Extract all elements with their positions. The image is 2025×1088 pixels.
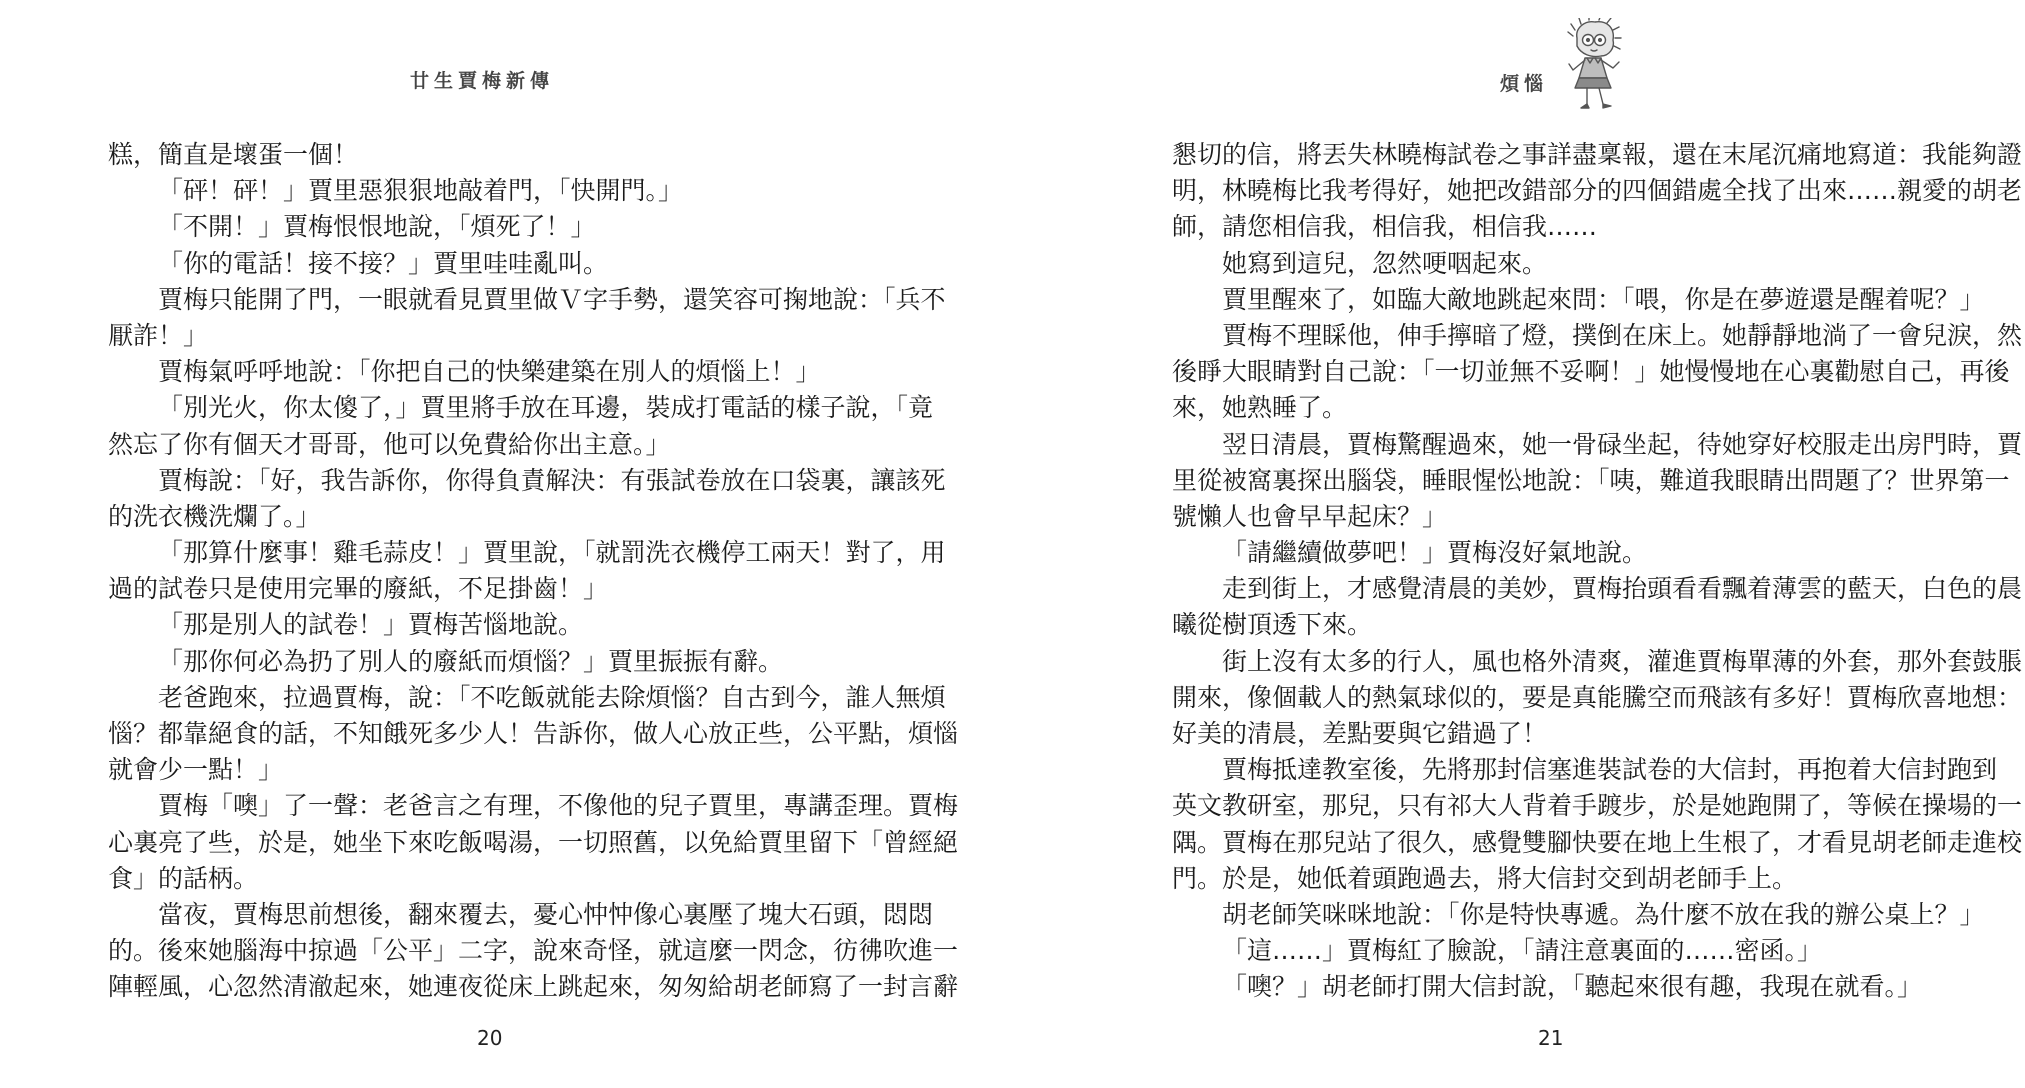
text-line: 然忘了你有個天才哥哥，他可以免費給你出主意。」 <box>108 429 671 459</box>
text-line: 走到街上，才感覺清晨的美妙，賈梅抬頭看看飄着薄雲的藍天，白色的晨 <box>1222 574 2023 604</box>
text-line: 開來，像個載人的熱氣球似的，要是真能騰空而飛該有多好！賈梅欣喜地想： <box>1172 682 2023 712</box>
text-line: 陣輕風，心忽然清澈起來，她連夜從床上跳起來，匆匆給胡老師寫了一封言辭 <box>108 972 959 1002</box>
text-line: 好美的清晨，差點要與它錯過了！ <box>1172 719 1548 748</box>
page-number-left: 20 <box>477 1026 503 1050</box>
left-page <box>0 0 1012 1088</box>
text-line: 曦從樹頂透下來。 <box>1172 610 1373 640</box>
text-line: 里從被窩裏探出腦袋，睡眼惺忪地說：「咦，難道我眼睛出問題了？世界第一 <box>1172 465 2010 495</box>
text-line: 「砰！砰！」賈里惡狠狠地敲着門，「快開門。」 <box>158 176 684 206</box>
text-line: 賈里醒來了，如臨大敵地跳起來問：「喂，你是在夢遊還是醒着呢？」 <box>1222 284 1985 314</box>
text-line: 厭詐！」 <box>108 320 209 350</box>
text-line: 來，她熟睡了。 <box>1172 393 1348 423</box>
text-line: 胡老師笑咪咪地說：「你是特快專遞。為什麼不放在我的辦公桌上？」 <box>1222 899 1985 929</box>
text-line: 「那你何必為扔了別人的廢紙而煩惱？」賈里振振有辭。 <box>158 646 784 676</box>
text-line: 「你的電話！接不接？」賈里哇哇亂叫。 <box>158 248 609 278</box>
text-line: 師，請您相信我，相信我，相信我…… <box>1172 212 1598 242</box>
text-line: 過的試卷只是使用完畢的廢紙，不足掛齒！」 <box>108 574 609 604</box>
running-header-chapter-title: 煩惱 <box>1500 73 1549 95</box>
text-line: 「請繼續做夢吧！」賈梅沒好氣地說。 <box>1222 538 1648 568</box>
text-line: 懇切的信，將丟失林曉梅試卷之事詳盡稟報，還在末尾沉痛地寫道：我能夠證 <box>1172 140 2023 169</box>
text-line: 惱？都靠絕食的話，不知餓死多少人！告訴你，做人心放正些，公平點，煩惱 <box>108 719 959 748</box>
text-line: 當夜，賈梅思前想後，翻來覆去，憂心忡忡像心裏壓了塊大石頭，悶悶 <box>158 899 934 929</box>
text-line: 心裏亮了些，於是，她坐下來吃飯喝湯，一切照舊，以免給賈里留下「曾經絕 <box>108 827 959 857</box>
text-line: 後睜大眼睛對自己說：「一切並無不妥啊！」她慢慢地在心裏勸慰自己，再後 <box>1172 357 2010 387</box>
text-line: 她寫到這兒，忽然哽咽起來。 <box>1222 248 1548 278</box>
text-line: 門。於是，她低着頭跑過去，將大信封交到胡老師手上。 <box>1172 863 1798 893</box>
text-line: 「那算什麼事！雞毛蒜皮！」賈里說，「就罰洗衣機停工兩天！對了，用 <box>158 538 946 568</box>
text-line: 號懶人也會早早起床？」 <box>1172 501 1448 531</box>
text-line: 賈梅只能開了門，一眼就看見賈里做Ｖ字手勢，還笑容可掬地說：「兵不 <box>158 284 946 314</box>
text-line: 翌日清晨，賈梅驚醒過來，她一骨碌坐起，待她穿好校服走出房門時，賈 <box>1222 429 2023 459</box>
text-line: 「這……」賈梅紅了臉說，「請注意裏面的……密函。」 <box>1222 936 1823 966</box>
text-line: 英文教研室，那兒，只有祁大人背着手踱步，於是她跑開了，等候在操場的一 <box>1172 791 2023 821</box>
text-line: 明，林曉梅比我考得好，她把改錯部分的四個錯處全找了出來……親愛的胡老 <box>1172 176 2023 206</box>
running-header-book-title: 廿生賈梅新傳 <box>410 70 555 92</box>
left-body-text <box>108 137 959 1006</box>
text-line: 賈梅說：「好，我告訴你，你得負責解決：有張試卷放在口袋裏，讓該死 <box>158 465 946 495</box>
right-page <box>1012 0 2025 1088</box>
text-line: 賈梅抵達教室後，先將那封信塞進裝試卷的大信封，再抱着大信封跑到 <box>1222 755 1998 785</box>
text-line: 的。後來她腦海中掠過「公平」二字，說來奇怪，就這麼一閃念，彷彿吹進一 <box>108 936 959 966</box>
text-line: 的洗衣機洗爛了。」 <box>108 501 321 531</box>
text-line: 食」的話柄。 <box>108 863 259 893</box>
text-line: 隅。賈梅在那兒站了很久，感覺雙腳快要在地上生根了，才看見胡老師走進校 <box>1172 827 2023 857</box>
text-line: 糕，簡直是壞蛋一個！ <box>108 140 359 169</box>
text-line: 「不開！」賈梅恨恨地說，「煩死了！」 <box>158 212 596 242</box>
text-line: 賈梅「噢」了一聲：老爸言之有理，不像他的兒子賈里，專講歪理。賈梅 <box>158 791 959 821</box>
text-line: 就會少一點！」 <box>108 755 284 785</box>
text-line: 賈梅氣呼呼地說：「你把自己的快樂建築在別人的煩惱上！」 <box>158 357 821 387</box>
text-line: 老爸跑來，拉過賈梅，說：「不吃飯就能去除煩惱？自古到今，誰人無煩 <box>158 682 946 712</box>
text-line: 賈梅不理睬他，伸手擰暗了燈，撲倒在床上。她靜靜地淌了一會兒淚，然 <box>1222 320 2023 350</box>
girl-walking-illustration-icon <box>1557 18 1637 118</box>
text-line: 「那是別人的試卷！」賈梅苦惱地說。 <box>158 610 584 640</box>
text-line: 「別光火，你太傻了，」賈里將手放在耳邊，裝成打電話的樣子說，「竟 <box>158 393 934 423</box>
page-number-right: 21 <box>1538 1026 1564 1050</box>
text-line: 街上沒有太多的行人，風也格外清爽，灌進賈梅單薄的外套，那外套鼓脹 <box>1222 646 2023 676</box>
text-line: 「噢？」胡老師打開大信封說，「聽起來很有趣，我現在就看。」 <box>1222 972 1923 1002</box>
right-body-text <box>1172 137 2023 1006</box>
